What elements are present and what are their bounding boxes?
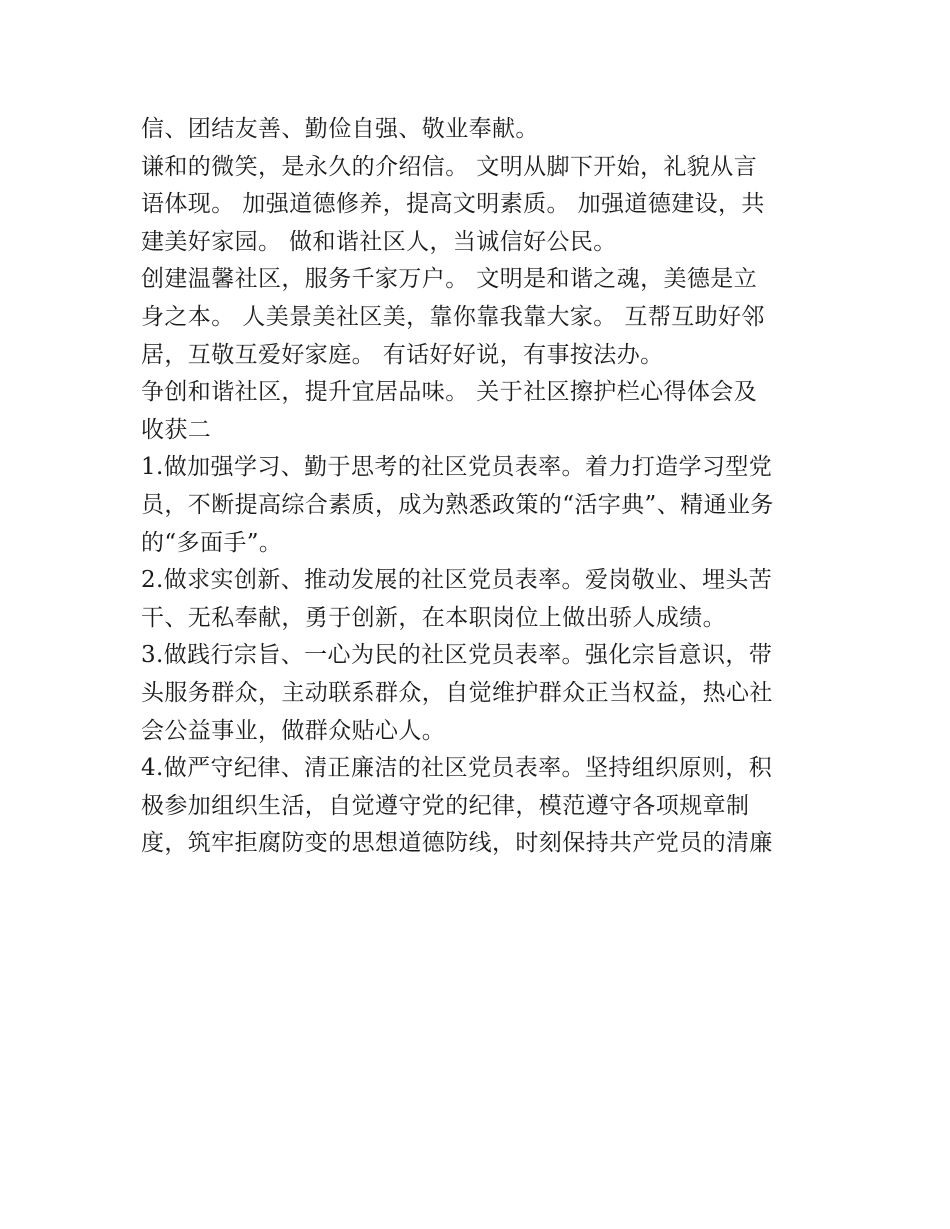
text-line: 度，筑牢拒腐防变的思想道德防线，时刻保持共产党员的清廉 [141,830,773,857]
text-line: 建美好家园。 做和谐社区人，当诚信好公民。 [141,228,617,255]
paragraph-5 [141,449,813,562]
text-line: 头服务群众，主动联系群众，自觉维护群众正当权益，热心社 [141,679,773,706]
text-line: 1.做加强学习、勤于思考的社区党员表率。着力打造学习型党 [141,454,773,481]
paragraph-4 [141,374,813,449]
text-line: 2.做求实创新、推动发展的社区党员表率。爱岗敬业、埋头苦 [141,567,773,594]
paragraph-6 [141,562,813,637]
paragraph-3 [141,261,813,374]
text-line: 身之本。 人美景美社区美，靠你靠我靠大家。 互帮互助好邻 [141,303,765,330]
paragraph-8 [141,750,813,863]
paragraph-1 [141,111,813,149]
paragraph-2 [141,149,813,262]
text-line: 收获二 [141,416,212,443]
text-line: 3.做践行宗旨、一心为民的社区党员表率。强化宗旨意识，带 [141,642,773,669]
text-line: 干、无私奉献，勇于创新，在本职岗位上做出骄人成绩。 [141,604,726,631]
text-line: 谦和的微笑，是永久的介绍信。 文明从脚下开始，礼貌从言 [141,153,758,180]
document-page [141,111,813,863]
text-line: 信、团结友善、勤俭自强、敬业奉献。 [141,116,539,142]
text-line: 创建温馨社区，服务千家万户。 文明是和谐之魂，美德是立 [141,266,758,293]
text-line: 会公益事业，做群众贴心人。 [141,717,446,744]
text-line: 居，互敬互爱好家庭。 有话好好说，有事按法办。 [141,341,664,368]
text-line: 极参加组织生活，自觉遵守党的纪律，模范遵守各项规章制 [141,792,750,819]
paragraph-7 [141,637,813,750]
text-line: 的“多面手”。 [141,529,283,556]
text-line: 争创和谐社区，提升宜居品味。 关于社区擦护栏心得体会及 [141,379,758,406]
text-line: 员，不断提高综合素质，成为熟悉政策的“活字典”、精通业务 [141,491,774,518]
text-line: 语体现。 加强道德修养，提高文明素质。 加强道德建设，共 [141,191,765,218]
text-line: 4.做严守纪律、清正廉洁的社区党员表率。坚持组织原则，积 [141,755,773,782]
